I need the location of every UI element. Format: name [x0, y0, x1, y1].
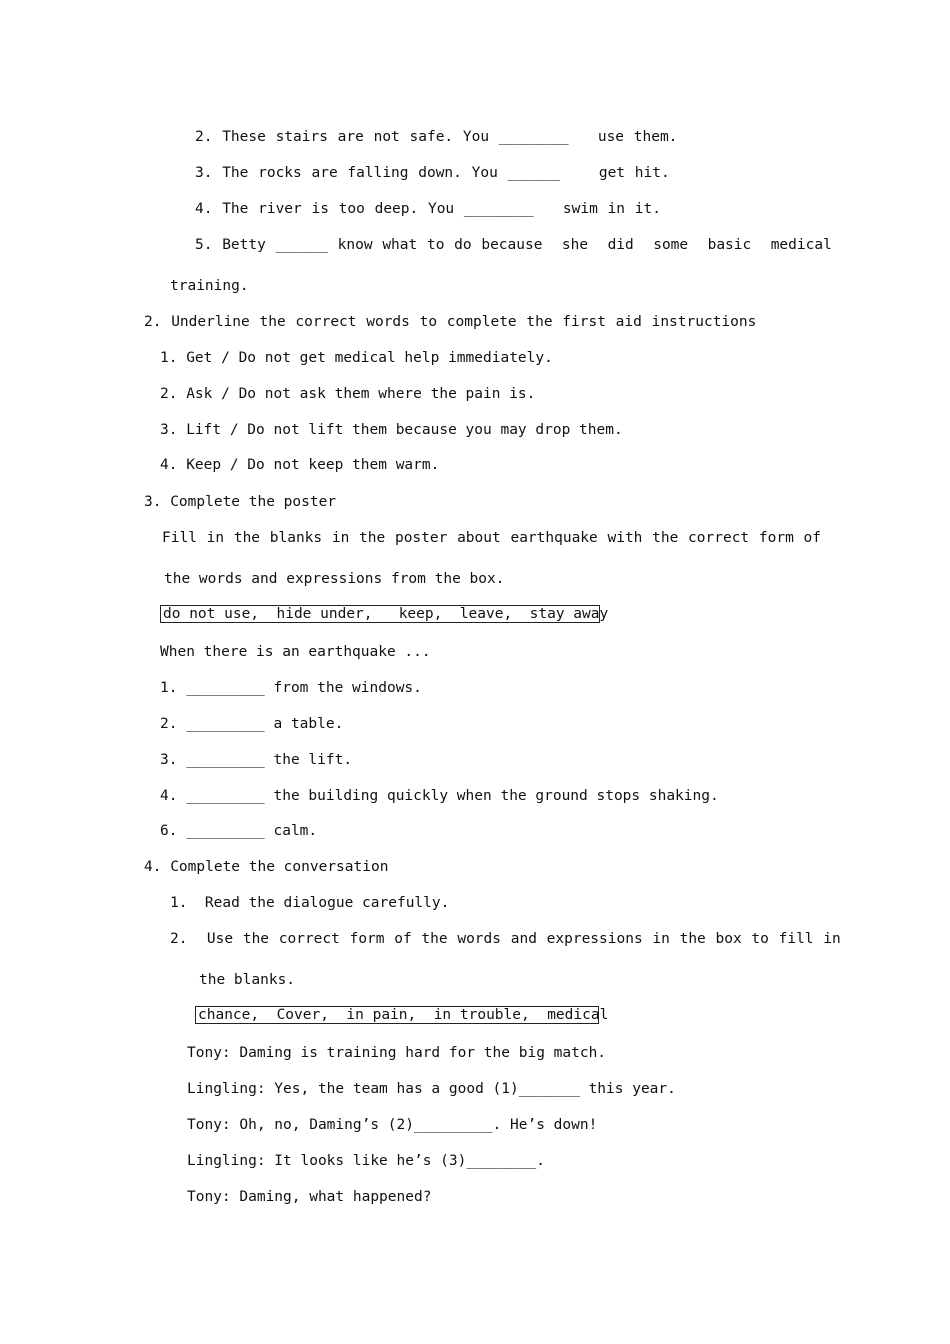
- poster-item: 2. _________ a table.: [160, 716, 344, 732]
- exercise-item: 2. These stairs are not safe. You ________ use them.: [195, 129, 678, 145]
- dialogue-line: Tony: Daming is training hard for the big match.: [187, 1045, 607, 1061]
- section-instruction: Fill in the blanks in the poster about earthquake with the correct form of: [162, 530, 822, 546]
- dialogue-line: Tony: Oh, no, Daming’s (2)_________. He’s down!: [187, 1117, 598, 1133]
- poster-item: 6. _________ calm.: [160, 823, 318, 839]
- section-heading: 2. Underline the correct words to complete the first aid instructions: [144, 314, 757, 330]
- instruction-item: 1. Get / Do not get medical help immediately.: [160, 350, 553, 366]
- step-item-continuation: the blanks.: [199, 972, 296, 988]
- word-box: chance, Cover, in pain, in trouble, medical: [195, 1006, 599, 1024]
- exercise-item: 5. Betty ______ know what to do because she did some basic medical: [195, 237, 832, 253]
- instruction-item: 4. Keep / Do not keep them warm.: [160, 457, 440, 473]
- section-heading: 3. Complete the poster: [144, 494, 337, 510]
- step-item: 2. Use the correct form of the words and expressions in the box to fill in: [170, 931, 841, 947]
- exercise-item-continuation: training.: [170, 278, 249, 294]
- poster-lead: When there is an earthquake ...: [160, 644, 431, 660]
- poster-item: 3. _________ the lift.: [160, 752, 353, 768]
- poster-item: 1. _________ from the windows.: [160, 680, 422, 696]
- exercise-item: 3. The rocks are falling down. You ______ get hit.: [195, 165, 670, 181]
- dialogue-line: Tony: Daming, what happened?: [187, 1189, 432, 1205]
- exercise-item: 4. The river is too deep. You ________ swim in it.: [195, 201, 661, 217]
- word-box: do not use, hide under, keep, leave, stay away: [160, 605, 600, 623]
- section-instruction: the words and expressions from the box.: [164, 571, 505, 587]
- poster-item: 4. _________ the building quickly when the ground stops shaking.: [160, 788, 719, 804]
- step-item: 1. Read the dialogue carefully.: [170, 895, 450, 911]
- dialogue-line: Lingling: It looks like he’s (3)________.: [187, 1153, 545, 1169]
- instruction-item: 3. Lift / Do not lift them because you may drop them.: [160, 422, 623, 438]
- dialogue-line: Lingling: Yes, the team has a good (1)_______ this year.: [187, 1081, 676, 1097]
- section-heading: 4. Complete the conversation: [144, 859, 389, 875]
- instruction-item: 2. Ask / Do not ask them where the pain is.: [160, 386, 536, 402]
